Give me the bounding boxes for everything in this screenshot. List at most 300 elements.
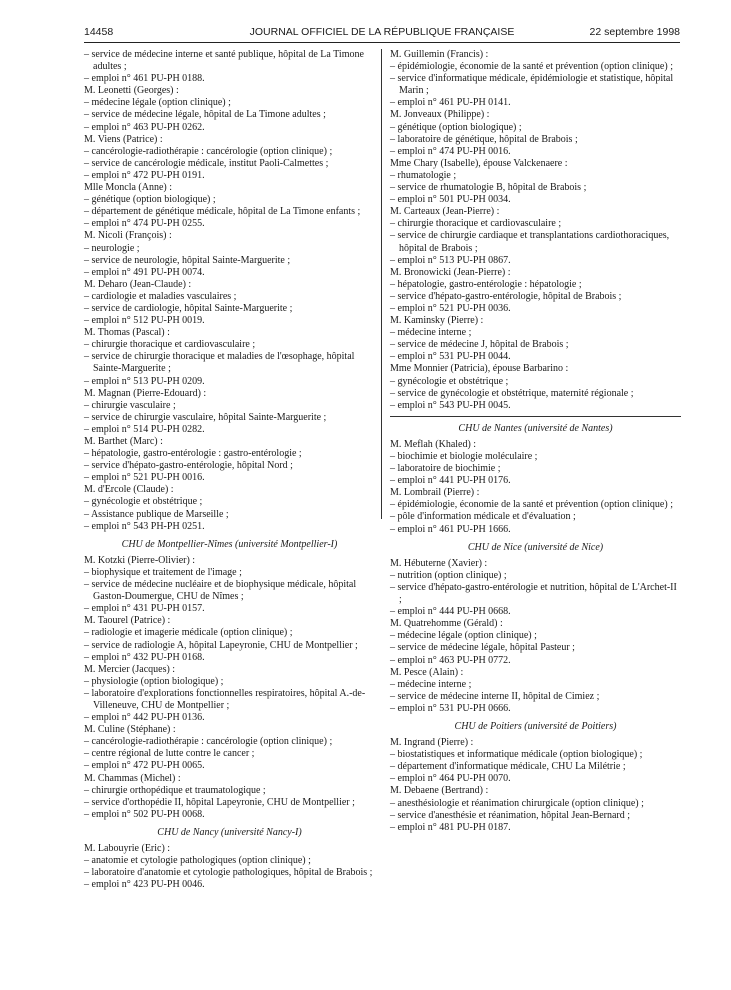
list-dash: – xyxy=(390,797,398,809)
appointee-name: M. Lombrail (Pierre) : xyxy=(390,487,480,499)
detail-text: service de chirurgie thoracique et maladies de l'œsophage, hôpital Sainte-Marguerite ; xyxy=(91,351,355,375)
appointment-entry xyxy=(390,363,681,411)
detail-text: emploi n° 513 PU-PH 0209. xyxy=(91,375,205,387)
list-dash: – xyxy=(84,254,92,266)
appointment-detail xyxy=(390,630,681,642)
list-dash: – xyxy=(390,761,398,773)
appointment-detail xyxy=(390,582,681,606)
appointment-detail xyxy=(84,867,375,879)
appointment-detail xyxy=(390,182,681,194)
detail-text: gynécologie et obstétrique ; xyxy=(91,496,203,508)
section-heading: CHU de Nice (université de Nice) xyxy=(467,541,604,553)
appointment-detail xyxy=(390,655,681,667)
list-dash: – xyxy=(84,145,92,157)
appointment-entry xyxy=(390,158,681,206)
appointment-detail xyxy=(390,570,681,582)
appointment-detail xyxy=(390,703,681,715)
detail-text: emploi n° 512 PU-PH 0019. xyxy=(91,315,205,327)
detail-text: cancérologie-radiothérapie : cancérologie (option clinique) ; xyxy=(91,736,333,748)
appointment-detail xyxy=(390,376,681,388)
list-dash: – xyxy=(84,206,92,218)
detail-text: cardiologie et maladies vasculaires ; xyxy=(91,290,237,302)
appointee-name: M. Quatrehomme (Gérald) : xyxy=(390,618,503,630)
appointment-entry xyxy=(390,315,681,363)
appointment-entry xyxy=(390,785,681,833)
list-dash: – xyxy=(84,423,92,435)
detail-text: département de génétique médicale, hôpital de La Timone enfants ; xyxy=(91,206,361,218)
section-heading: CHU de Nantes (université de Nantes) xyxy=(458,422,613,434)
detail-text: médecine légale (option clinique) ; xyxy=(91,97,231,109)
list-dash: – xyxy=(84,855,92,867)
list-dash: – xyxy=(390,97,398,109)
column-divider xyxy=(381,49,382,519)
list-dash: – xyxy=(390,523,398,535)
detail-text: emploi n° 543 PH-PH 0251. xyxy=(91,520,205,532)
appointment-entry xyxy=(84,773,375,821)
list-dash: – xyxy=(390,511,398,523)
detail-text: emploi n° 461 PU-PH 0141. xyxy=(397,97,511,109)
detail-text: emploi n° 514 PU-PH 0282. xyxy=(91,423,205,435)
detail-text: emploi n° 432 PU-PH 0168. xyxy=(91,651,205,663)
list-dash: – xyxy=(390,290,398,302)
appointment-detail xyxy=(84,146,375,158)
appointment-detail xyxy=(84,748,375,760)
appointment-detail xyxy=(390,749,681,761)
appointment-detail xyxy=(84,496,375,508)
appointment-detail xyxy=(84,122,375,134)
appointment-detail xyxy=(84,688,375,712)
list-dash: – xyxy=(390,387,398,399)
appointment-entry xyxy=(390,109,681,157)
list-dash: – xyxy=(84,808,92,820)
detail-text: emploi n° 513 PU-PH 0867. xyxy=(397,254,511,266)
appointee-name: M. Pesce (Alain) : xyxy=(390,666,464,678)
list-dash: – xyxy=(84,784,92,796)
appointment-detail xyxy=(390,606,681,618)
list-dash: – xyxy=(390,230,398,242)
appointment-entry xyxy=(84,843,375,891)
list-dash: – xyxy=(84,460,92,472)
list-dash: – xyxy=(84,496,92,508)
appointment-detail xyxy=(84,267,375,279)
appointment-detail xyxy=(390,146,681,158)
appointment-detail xyxy=(390,475,681,487)
list-dash: – xyxy=(84,302,92,314)
detail-text: médecine interne ; xyxy=(397,327,472,339)
list-dash: – xyxy=(390,809,398,821)
appointment-detail xyxy=(390,679,681,691)
list-dash: – xyxy=(84,97,92,109)
list-dash: – xyxy=(84,194,92,206)
appointee-name: M. Kaminsky (Pierre) : xyxy=(390,315,484,327)
appointment-detail xyxy=(390,810,681,822)
list-dash: – xyxy=(390,451,398,462)
appointment-detail xyxy=(390,499,681,511)
section-heading: CHU de Poitiers (université de Poitiers) xyxy=(454,720,617,732)
appointment-entry xyxy=(84,182,375,230)
appointment-detail xyxy=(390,691,681,703)
list-dash: – xyxy=(84,109,92,121)
appointment-detail xyxy=(84,303,375,315)
appointment-detail xyxy=(84,760,375,772)
appointment-detail xyxy=(84,676,375,688)
appointment-entry xyxy=(390,487,681,535)
list-dash: – xyxy=(390,218,398,230)
list-dash: – xyxy=(390,339,398,351)
detail-text: emploi n° 521 PU-PH 0036. xyxy=(397,302,511,314)
list-dash: – xyxy=(390,630,398,642)
right-column xyxy=(390,49,681,834)
detail-text: service de cardiologie, hôpital Sainte-Marguerite ; xyxy=(91,302,293,314)
appointment-detail xyxy=(390,134,681,146)
appointment-detail xyxy=(390,327,681,339)
list-dash: – xyxy=(390,182,398,194)
appointment-detail xyxy=(84,627,375,639)
list-dash: – xyxy=(84,169,92,181)
list-dash: – xyxy=(390,475,398,487)
appointment-entry xyxy=(390,206,681,266)
list-dash: – xyxy=(390,773,398,785)
detail-text: service de médecine J, hôpital de Brabois ; xyxy=(397,339,569,351)
detail-text: nutrition (option clinique) ; xyxy=(397,569,507,581)
detail-text: génétique (option biologique) ; xyxy=(91,194,216,206)
appointment-detail xyxy=(390,400,681,412)
appointment-detail xyxy=(84,448,375,460)
list-dash: – xyxy=(84,508,91,520)
detail-text: service de médecine interne II, hôpital de Cimiez ; xyxy=(397,690,600,702)
appointment-detail xyxy=(84,472,375,484)
appointment-detail xyxy=(390,798,681,810)
list-dash: – xyxy=(84,675,92,687)
detail-text: laboratoire de biochimie ; xyxy=(397,463,501,475)
appointment-detail xyxy=(84,712,375,724)
detail-text: emploi n° 474 PU-PH 0016. xyxy=(397,145,511,157)
appointment-detail xyxy=(84,170,375,182)
appointment-detail xyxy=(390,218,681,230)
appointment-detail xyxy=(390,291,681,303)
appointee-name: M. Guillemin (Francis) : xyxy=(390,49,489,60)
detail-text: emploi n° 441 PU-PH 0176. xyxy=(397,475,511,487)
appointment-detail xyxy=(84,797,375,809)
detail-text: service de radiologie A, hôpital Lapeyronie, CHU de Montpellier ; xyxy=(91,639,358,651)
appointment-detail xyxy=(390,61,681,73)
list-dash: – xyxy=(84,712,92,724)
list-dash: – xyxy=(84,566,92,578)
appointee-name: M. Chammas (Michel) : xyxy=(84,772,181,784)
appointment-detail xyxy=(390,73,681,97)
appointment-entry xyxy=(390,667,681,715)
detail-text: service de médecine légale, hôpital Pasteur ; xyxy=(397,642,575,654)
list-dash: – xyxy=(84,651,92,663)
appointment-detail xyxy=(390,451,681,463)
detail-text: épidémiologie, économie de la santé et prévention (option clinique) ; xyxy=(397,61,673,73)
appointee-name: M. Meflah (Khaled) : xyxy=(390,438,477,450)
detail-text: médecine légale (option clinique) ; xyxy=(397,630,537,642)
appointment-detail xyxy=(390,230,681,254)
appointment-detail xyxy=(390,279,681,291)
appointment-detail xyxy=(390,773,681,785)
detail-text: médecine interne ; xyxy=(397,678,472,690)
list-dash: – xyxy=(390,73,398,85)
appointment-detail xyxy=(390,761,681,773)
appointment-detail xyxy=(84,49,375,73)
section-heading: CHU de Nancy (université Nancy-I) xyxy=(157,826,302,838)
appointment-detail xyxy=(84,206,375,218)
header-rule xyxy=(84,42,680,43)
appointment-entry xyxy=(390,439,681,487)
list-dash: – xyxy=(84,579,92,591)
detail-text: emploi n° 531 PU-PH 0044. xyxy=(397,351,511,363)
appointment-entry xyxy=(390,618,681,666)
detail-text: chirurgie orthopédique et traumatologique ; xyxy=(91,784,266,796)
appointment-entry xyxy=(390,49,681,109)
appointment-detail xyxy=(390,388,681,400)
list-dash: – xyxy=(84,748,92,760)
appointment-entry xyxy=(84,436,375,484)
detail-text: Assistance publique de Marseille ; xyxy=(90,508,229,520)
detail-text: emploi n° 472 PU-PH 0191. xyxy=(91,169,205,181)
appointment-entry xyxy=(84,555,375,615)
left-column xyxy=(84,49,375,891)
detail-text: emploi n° 431 PU-PH 0157. xyxy=(91,603,205,615)
detail-text: service de gynécologie et obstétrique, maternité régionale ; xyxy=(397,387,634,399)
appointee-name: M. Hébuterne (Xavier) : xyxy=(390,557,488,569)
list-dash: – xyxy=(390,375,398,387)
list-dash: – xyxy=(84,736,92,748)
appointment-entry xyxy=(84,327,375,387)
detail-text: service d'informatique médicale, épidémiologie et statistique, hôpital Marin ; xyxy=(397,73,674,97)
appointment-detail xyxy=(84,194,375,206)
list-dash: – xyxy=(84,603,92,615)
detail-text: biochimie et biologie moléculaire ; xyxy=(397,451,538,462)
appointee-name: M. Taourel (Patrice) : xyxy=(84,615,171,627)
list-dash: – xyxy=(390,581,398,593)
detail-text: emploi n° 481 PU-PH 0187. xyxy=(397,821,511,833)
appointment-entry xyxy=(84,615,375,663)
appointment-entry xyxy=(390,558,681,618)
appointment-detail xyxy=(84,579,375,603)
appointment-detail xyxy=(84,400,375,412)
detail-text: emploi n° 502 PU-PH 0068. xyxy=(91,808,205,820)
appointment-entry xyxy=(84,724,375,772)
detail-text: épidémiologie, économie de la santé et prévention (option clinique) ; xyxy=(397,499,673,511)
appointment-detail xyxy=(390,303,681,315)
list-dash: – xyxy=(390,351,398,363)
appointment-entry xyxy=(84,664,375,724)
appointment-detail xyxy=(84,603,375,615)
appointee-name: Mme Chary (Isabelle), épouse Valckenaere : xyxy=(390,157,568,169)
list-dash: – xyxy=(390,61,398,73)
detail-text: emploi n° 501 PU-PH 0034. xyxy=(397,194,511,206)
list-dash: – xyxy=(84,375,92,387)
appointment-entry xyxy=(84,49,375,85)
detail-text: cancérologie-radiothérapie : cancérologie (option clinique) ; xyxy=(91,145,333,157)
list-dash: – xyxy=(390,133,398,145)
appointment-detail xyxy=(84,652,375,664)
appointment-detail xyxy=(84,809,375,821)
list-dash: – xyxy=(84,399,92,411)
detail-text: gynécologie et obstétrique ; xyxy=(397,375,509,387)
detail-text: emploi n° 474 PU-PH 0255. xyxy=(91,218,205,230)
list-dash: – xyxy=(390,194,398,206)
list-dash: – xyxy=(84,627,92,639)
appointee-name: M. Culine (Stéphane) : xyxy=(84,724,176,736)
detail-text: département d'informatique médicale, CHU La Milétrie ; xyxy=(397,761,626,773)
detail-text: emploi n° 491 PU-PH 0074. xyxy=(91,266,205,278)
appointee-name: M. Magnan (Pierre-Edouard) : xyxy=(84,387,207,399)
appointment-detail xyxy=(84,460,375,472)
detail-text: laboratoire d'anatomie et cytologie pathologiques, hôpital de Brabois ; xyxy=(91,867,373,879)
detail-text: service d'hépato-gastro-entérologie et nutrition, hôpital de L'Archet-II ; xyxy=(397,581,677,606)
appointee-name: M. Bronowicki (Jean-Pierre) : xyxy=(390,266,511,278)
detail-text: service de cancérologie médicale, institut Paoli-Calmettes ; xyxy=(91,157,329,169)
list-dash: – xyxy=(390,690,398,702)
appointment-detail xyxy=(390,194,681,206)
list-dash: – xyxy=(390,302,398,314)
appointee-name: M. Leonetti (Georges) : xyxy=(84,85,179,97)
detail-text: emploi n° 463 PU-PH 0262. xyxy=(91,121,205,133)
appointee-name: M. Kotzki (Pierre-Olivier) : xyxy=(84,554,196,566)
detail-text: emploi n° 543 PU-PH 0045. xyxy=(397,399,511,411)
appointment-detail xyxy=(84,218,375,230)
list-dash: – xyxy=(390,254,398,266)
list-dash: – xyxy=(390,642,398,654)
list-dash: – xyxy=(390,606,398,618)
detail-text: emploi n° 461 PU-PH 0188. xyxy=(91,73,205,85)
appointment-detail xyxy=(84,412,375,424)
list-dash: – xyxy=(84,121,92,133)
list-dash: – xyxy=(84,242,92,254)
list-dash: – xyxy=(390,678,398,690)
appointment-detail xyxy=(84,109,375,121)
list-dash: – xyxy=(390,569,398,581)
appointee-name: M. Mercier (Jacques) : xyxy=(84,663,176,675)
list-dash: – xyxy=(390,821,398,833)
list-dash: – xyxy=(84,760,92,772)
appointee-name: M. d'Ercole (Claude) : xyxy=(84,484,174,496)
list-dash: – xyxy=(84,411,92,423)
appointment-detail xyxy=(390,122,681,134)
appointment-detail xyxy=(84,640,375,652)
appointment-entry xyxy=(390,267,681,315)
detail-text: centre régional de lutte contre le cancer ; xyxy=(91,748,255,760)
list-dash: – xyxy=(84,157,92,169)
list-dash: – xyxy=(390,463,398,475)
appointment-detail xyxy=(84,376,375,388)
appointee-name: M. Viens (Patrice) : xyxy=(84,133,163,145)
appointment-detail xyxy=(84,855,375,867)
appointment-entry xyxy=(84,134,375,182)
appointment-detail xyxy=(390,255,681,267)
detail-text: pôle d'information médicale et d'évaluation ; xyxy=(397,511,576,523)
appointment-detail xyxy=(390,351,681,363)
list-dash: – xyxy=(390,145,398,157)
detail-text: chirurgie thoracique et cardiovasculaire ; xyxy=(91,339,256,351)
appointee-name: M. Thomas (Pascal) : xyxy=(84,327,170,339)
detail-text: service de médecine interne et santé publique, hôpital de La Timone adultes ; xyxy=(91,49,364,73)
appointment-detail xyxy=(84,97,375,109)
detail-text: service d'hépato-gastro-entérologie, hôpital de Brabois ; xyxy=(397,290,622,302)
appointment-entry xyxy=(84,388,375,436)
list-dash: – xyxy=(84,879,92,891)
list-dash: – xyxy=(84,73,92,85)
detail-text: laboratoire de génétique, hôpital de Brabois ; xyxy=(397,133,578,145)
appointee-name: M. Debaene (Bertrand) : xyxy=(390,785,489,797)
detail-text: service de médecine légale, hôpital de La Timone adultes ; xyxy=(91,109,326,121)
appointment-detail xyxy=(84,879,375,891)
list-dash: – xyxy=(84,339,92,351)
detail-text: emploi n° 531 PU-PH 0666. xyxy=(397,702,511,714)
detail-text: service d'orthopédie II, hôpital Lapeyronie, CHU de Montpellier ; xyxy=(91,796,355,808)
detail-text: emploi n° 464 PU-PH 0070. xyxy=(397,773,511,785)
detail-text: radiologie et imagerie médicale (option clinique) ; xyxy=(91,627,293,639)
appointment-entry xyxy=(84,230,375,278)
detail-text: génétique (option biologique) ; xyxy=(397,121,522,133)
list-dash: – xyxy=(84,796,92,808)
appointment-detail xyxy=(390,170,681,182)
appointment-detail xyxy=(84,339,375,351)
appointment-detail xyxy=(84,73,375,85)
list-dash: – xyxy=(84,290,92,302)
page-number: 14458 xyxy=(84,26,114,38)
appointment-entry xyxy=(84,484,375,532)
detail-text: emploi n° 444 PU-PH 0668. xyxy=(397,606,511,618)
detail-text: service d'anesthésie et réanimation, hôpital Jean-Bernard ; xyxy=(397,809,631,821)
detail-text: laboratoire d'explorations fonctionnelles respiratoires, hôpital A.-de-Villeneuve, CHU de Montpellier ; xyxy=(91,687,366,711)
detail-text: physiologie (option biologique) ; xyxy=(91,675,224,687)
list-dash: – xyxy=(390,749,398,761)
publication-date: 22 septembre 1998 xyxy=(589,26,680,38)
appointee-name: M. Barthet (Marc) : xyxy=(84,436,163,447)
appointment-detail xyxy=(84,158,375,170)
list-dash: – xyxy=(390,702,398,714)
detail-text: emploi n° 463 PU-PH 0772. xyxy=(397,654,511,666)
list-dash: – xyxy=(84,448,92,460)
appointee-name: M. Ingrand (Pierre) : xyxy=(390,737,474,749)
appointment-detail xyxy=(84,567,375,579)
detail-text: chirurgie vasculaire ; xyxy=(91,399,176,411)
appointment-detail xyxy=(390,511,681,523)
list-dash: – xyxy=(84,639,92,651)
detail-text: service de rhumatologie B, hôpital de Brabois ; xyxy=(397,182,587,194)
list-dash: – xyxy=(84,266,92,278)
appointee-name: M. Nicoli (François) : xyxy=(84,230,172,242)
list-dash: – xyxy=(84,315,92,327)
appointment-detail xyxy=(84,351,375,375)
detail-text: anesthésiologie et réanimation chirurgicale (option clinique) ; xyxy=(397,797,644,809)
appointment-detail xyxy=(84,315,375,327)
section-heading: CHU de Montpellier-Nîmes (université Montpellier-I) xyxy=(121,538,338,550)
appointee-name: M. Labouyrie (Eric) : xyxy=(84,843,171,854)
detail-text: emploi n° 472 PU-PH 0065. xyxy=(91,760,205,772)
detail-text: biostatistiques et informatique médicale (option biologique) ; xyxy=(397,749,643,761)
appointment-detail xyxy=(390,642,681,654)
list-dash: – xyxy=(390,654,398,666)
detail-text: service de chirurgie vasculaire, hôpital Sainte-Marguerite ; xyxy=(91,411,327,423)
list-dash: – xyxy=(390,121,398,133)
appointment-detail xyxy=(84,509,375,521)
detail-text: emploi n° 461 PU-PH 1666. xyxy=(397,523,511,535)
detail-text: service de chirurgie cardiaque et transplantations cardiothoraciques, hôpital de Brabois ; xyxy=(397,230,670,254)
appointment-detail xyxy=(84,736,375,748)
detail-text: hépatologie, gastro-entérologie : hépatologie ; xyxy=(397,278,582,290)
appointment-detail xyxy=(390,822,681,834)
appointment-entry xyxy=(390,737,681,785)
appointee-name: M. Jonveaux (Philippe) : xyxy=(390,109,490,121)
appointee-name: M. Deharo (Jean-Claude) : xyxy=(84,278,192,290)
list-dash: – xyxy=(84,49,92,60)
detail-text: rhumatologie ; xyxy=(397,169,457,181)
